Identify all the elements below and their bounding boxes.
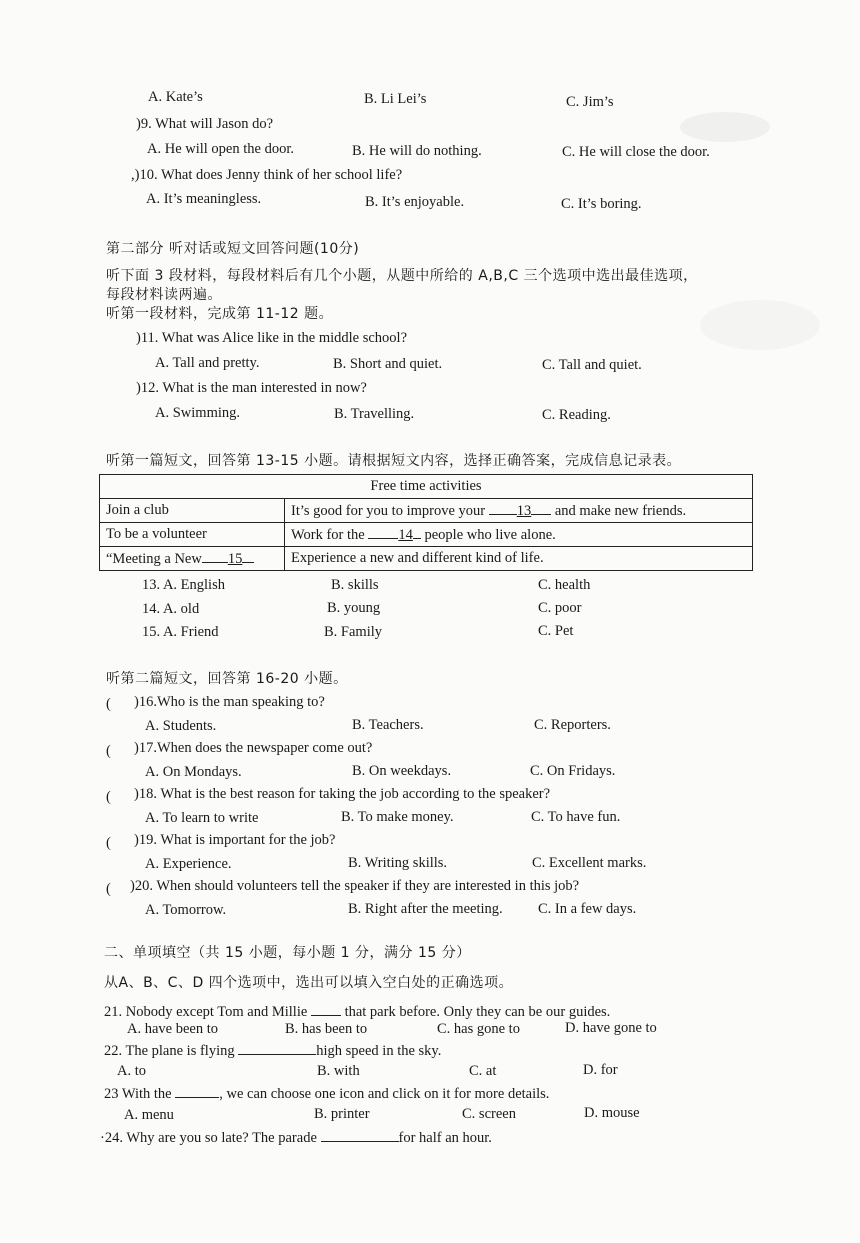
part2-instruction: 听下面 3 段材料，每段材料后有几个小题，从题中所给的 A,B,C 三个选项中选出最佳选项， [106, 268, 698, 284]
q9-stem: )9. What will Jason do? [136, 116, 274, 132]
table-row [100, 547, 753, 571]
q20-option-c: C. In a few days. [538, 901, 637, 917]
q10-stem: ,)10. What does Jenny think of her school life? [131, 167, 403, 183]
q23-option-d: D. mouse [584, 1105, 640, 1121]
q23-option-b: B. printer [314, 1106, 370, 1122]
q18-stem: )18. What is the best reason for taking the job according to the speaker? [134, 786, 551, 802]
q21-option-a: A. have been to [127, 1021, 218, 1037]
q15-option-c: C. Pet [538, 623, 574, 639]
q22-stem: 22. The plane is flying high speed in the sky. [104, 1043, 442, 1059]
q13-option-b: B. skills [331, 577, 379, 593]
answer-bracket: ( [106, 696, 111, 712]
q10-option-c: C. It’s boring. [561, 196, 642, 212]
table-cell-activity: Join a club [100, 499, 285, 523]
q8-option-c: C. Jim’s [566, 94, 614, 110]
q11-stem: )11. What was Alice like in the middle school? [136, 330, 408, 346]
q22-option-b: B. with [317, 1063, 360, 1079]
table-row [100, 523, 753, 547]
q19-stem: )19. What is important for the job? [134, 832, 336, 848]
q16-stem: )16.Who is the man speaking to? [134, 694, 325, 710]
q18-option-b: B. To make money. [341, 809, 454, 825]
q23-option-c: C. screen [462, 1106, 516, 1122]
answer-bracket: ( [106, 789, 111, 805]
q10-option-b: B. It’s enjoyable. [365, 194, 465, 210]
q23-option-a: A. menu [124, 1107, 174, 1123]
q13-option-a: 13. A. English [142, 577, 225, 593]
passage1-instruction: 听第一篇短文，回答第 13-15 小题。请根据短文内容，选择正确答案，完成信息记录表。 [106, 453, 682, 469]
q21-option-c: C. has gone to [437, 1021, 520, 1037]
q10-option-a: A. It’s meaningless. [146, 191, 262, 207]
q12-stem: )12. What is the man interested in now? [136, 380, 367, 396]
q9-option-c: C. He will close the door. [562, 144, 710, 160]
q16-option-c: C. Reporters. [534, 717, 611, 733]
scan-smudge [700, 300, 820, 350]
q19-option-a: A. Experience. [145, 856, 232, 872]
answer-bracket: ( [106, 881, 111, 897]
table-cell-detail: Work for the 14 people who live alone. [285, 523, 753, 547]
q21-stem: 21. Nobody except Tom and Millie that park before. Only they can be our guides. [104, 1004, 611, 1020]
q15-option-b: B. Family [324, 624, 383, 640]
blank-number-15: 15 [227, 551, 243, 567]
q16-option-a: A. Students. [145, 718, 217, 734]
q19-option-b: B. Writing skills. [348, 855, 448, 871]
part2-subsection-1: 听第一段材料，完成第 11-12 题。 [106, 306, 334, 322]
q13-option-c: C. health [538, 577, 591, 593]
q14-option-a: 14. A. old [142, 601, 200, 617]
table-cell-activity: “Meeting a New 15 [100, 547, 285, 571]
table-header: Free time activities [100, 475, 753, 499]
answer-bracket: ( [106, 743, 111, 759]
q12-option-b: B. Travelling. [334, 406, 415, 422]
q12-option-c: C. Reading. [542, 407, 611, 423]
q20-option-a: A. Tomorrow. [145, 902, 227, 918]
q8-option-b: B. Li Lei’s [364, 91, 427, 107]
q17-option-c: C. On Fridays. [530, 763, 616, 779]
q18-option-a: A. To learn to write [145, 810, 259, 826]
q11-option-b: B. Short and quiet. [333, 356, 443, 372]
section-two-title: 二、单项填空（共 15 小题，每小题 1 分，满分 15 分） [104, 945, 471, 961]
q22-option-c: C. at [469, 1063, 497, 1079]
table-cell-detail: Experience a new and different kind of life. [285, 547, 753, 571]
passage2-instruction: 听第二篇短文，回答第 16-20 小题。 [106, 671, 348, 687]
q21-option-b: B. has been to [285, 1021, 368, 1037]
q20-stem: )20. When should volunteers tell the speaker if they are interested in this job? [130, 878, 580, 894]
q17-option-b: B. On weekdays. [352, 763, 452, 779]
part2-title: 第二部分 听对话或短文回答问题(10分) [106, 241, 360, 257]
q12-option-a: A. Swimming. [155, 405, 240, 421]
q14-option-c: C. poor [538, 600, 582, 616]
q17-option-a: A. On Mondays. [145, 764, 242, 780]
q23-stem: 23 With the , we can choose one icon and click on it for more details. [104, 1086, 550, 1102]
q24-stem: ·24. Why are you so late? The parade for half an hour. [100, 1130, 492, 1146]
blank-number-14: 14 [398, 527, 413, 543]
scan-smudge [680, 112, 770, 142]
info-record-table [99, 474, 753, 571]
q9-option-a: A. He will open the door. [147, 141, 294, 157]
q8-option-a: A. Kate’s [148, 89, 203, 105]
q11-option-c: C. Tall and quiet. [542, 357, 642, 373]
table-cell-detail: It’s good for you to improve your 13 and make new friends. [285, 499, 753, 523]
q22-option-d: D. for [583, 1062, 618, 1078]
q15-option-a: 15. A. Friend [142, 624, 219, 640]
blank-number-13: 13 [516, 503, 532, 519]
table-row [100, 499, 753, 523]
q9-option-b: B. He will do nothing. [352, 143, 482, 159]
q18-option-c: C. To have fun. [531, 809, 621, 825]
part2-instruction-2: 每段材料读两遍。 [106, 287, 222, 303]
answer-bracket: ( [106, 835, 111, 851]
q11-option-a: A. Tall and pretty. [155, 355, 260, 371]
table-cell-activity: To be a volunteer [100, 523, 285, 547]
q20-option-b: B. Right after the meeting. [348, 901, 503, 917]
q17-stem: )17.When does the newspaper come out? [134, 740, 373, 756]
q16-option-b: B. Teachers. [352, 717, 424, 733]
q19-option-c: C. Excellent marks. [532, 855, 647, 871]
q21-option-d: D. have gone to [565, 1020, 657, 1036]
q22-option-a: A. to [117, 1063, 146, 1079]
section-two-instruction: 从A、B、C、D 四个选项中，选出可以填入空白处的正确选项。 [104, 975, 514, 991]
q14-option-b: B. young [327, 600, 381, 616]
